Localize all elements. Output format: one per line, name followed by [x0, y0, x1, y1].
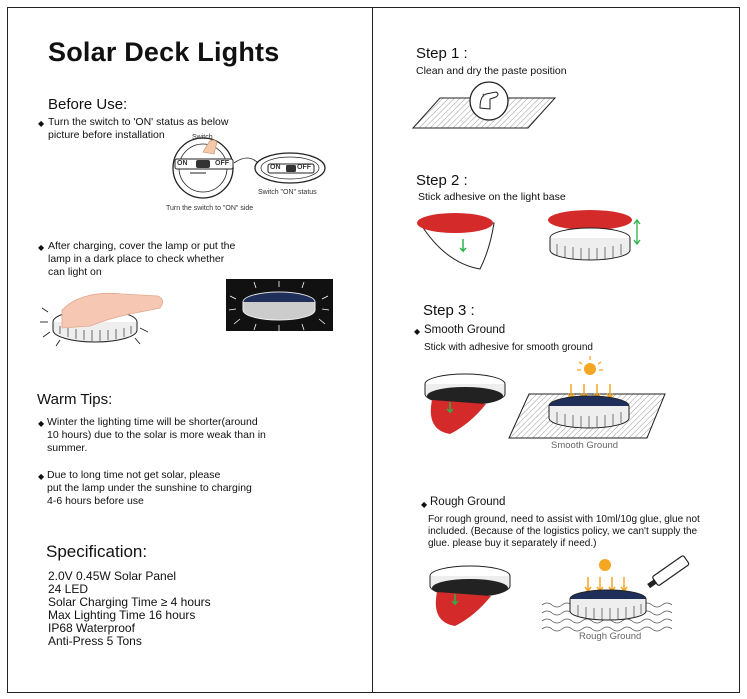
spec-line: 24 LED	[48, 582, 89, 596]
rough-ground-install-illustration	[540, 555, 700, 637]
before-use-step2-text: After charging, cover the lamp or put the lamp in a dark place to check whether can light on	[48, 240, 236, 278]
svg-text:+: +	[482, 93, 486, 99]
before-use-heading: Before Use:	[48, 96, 128, 113]
step2-text: Stick adhesive on the light base	[418, 191, 566, 203]
adhesive-apply-illustration	[545, 208, 655, 268]
bullet-icon: ◆	[38, 243, 45, 252]
caption-switch-on-status: Switch "ON" status	[258, 189, 317, 196]
spec-line: IP68 Waterproof	[48, 621, 135, 635]
rough-ground-text: For rough ground, need to assist with 10ml/10g glue, glue not included. (Because of the logistics policy, we can't supply the glue. please buy it separately if need.)	[428, 514, 700, 549]
step3-heading: Step 3 :	[423, 302, 475, 319]
warm-tip-1: Winter the lighting time will be shorter(around 10 hours) due to the solar is more weak than in summer.	[47, 416, 266, 454]
specification-list	[48, 570, 211, 648]
smooth-ground-text: Stick with adhesive for smooth ground	[424, 342, 593, 353]
clean-surface-illustration	[410, 80, 560, 130]
smooth-ground-heading: Smooth Ground	[424, 324, 506, 336]
rough-ground-heading: Rough Ground	[430, 496, 506, 508]
step2-heading: Step 2 :	[416, 172, 468, 189]
spec-line: 2.0V 0.45W Solar Panel	[48, 569, 177, 583]
specification-heading: Specification:	[46, 542, 148, 561]
off-label-right: OFF	[297, 164, 311, 171]
on-label-left: ON	[177, 160, 188, 167]
page-title: Solar Deck Lights	[48, 37, 280, 67]
spec-line: Solar Charging Time ≥ 4 hours	[48, 595, 211, 609]
bullet-icon: ◆	[421, 500, 428, 509]
spec-line: Anti-Press 5 Tons	[48, 634, 142, 648]
before-use-step1-text: Turn the switch to 'ON' status as below picture before installation	[48, 116, 229, 141]
rough-lamp-peel-illustration	[425, 564, 515, 634]
panel-divider	[372, 7, 373, 693]
step1-text: Clean and dry the paste position	[416, 65, 567, 77]
off-label-left: OFF	[215, 160, 229, 167]
bullet-icon: ◆	[38, 119, 45, 128]
rough-ground-caption: Rough Ground	[579, 631, 642, 642]
smooth-ground-caption: Smooth Ground	[551, 440, 619, 451]
step1-heading: Step 1 :	[416, 45, 468, 62]
bullet-icon: ◆	[38, 472, 45, 481]
smooth-lamp-peel-illustration	[420, 372, 510, 442]
bullet-icon: ◆	[414, 327, 421, 336]
lit-lamp-illustration	[226, 279, 333, 331]
caption-turn-switch: Turn the switch to "ON" side	[166, 205, 254, 212]
adhesive-peel-illustration	[415, 205, 505, 275]
bullet-icon: ◆	[38, 419, 45, 428]
warm-tip-2: Due to long time not get solar, please put the lamp under the sunshine to charging 4-6 hours before use	[47, 469, 252, 507]
spec-line: Max Lighting Time 16 hours	[48, 608, 196, 622]
switch-label: Switch	[192, 134, 213, 141]
on-label-right: ON	[270, 164, 281, 171]
smooth-ground-install-illustration	[505, 352, 670, 442]
hand-cover-lamp-illustration	[40, 282, 170, 347]
warm-tips-heading: Warm Tips:	[37, 391, 113, 408]
